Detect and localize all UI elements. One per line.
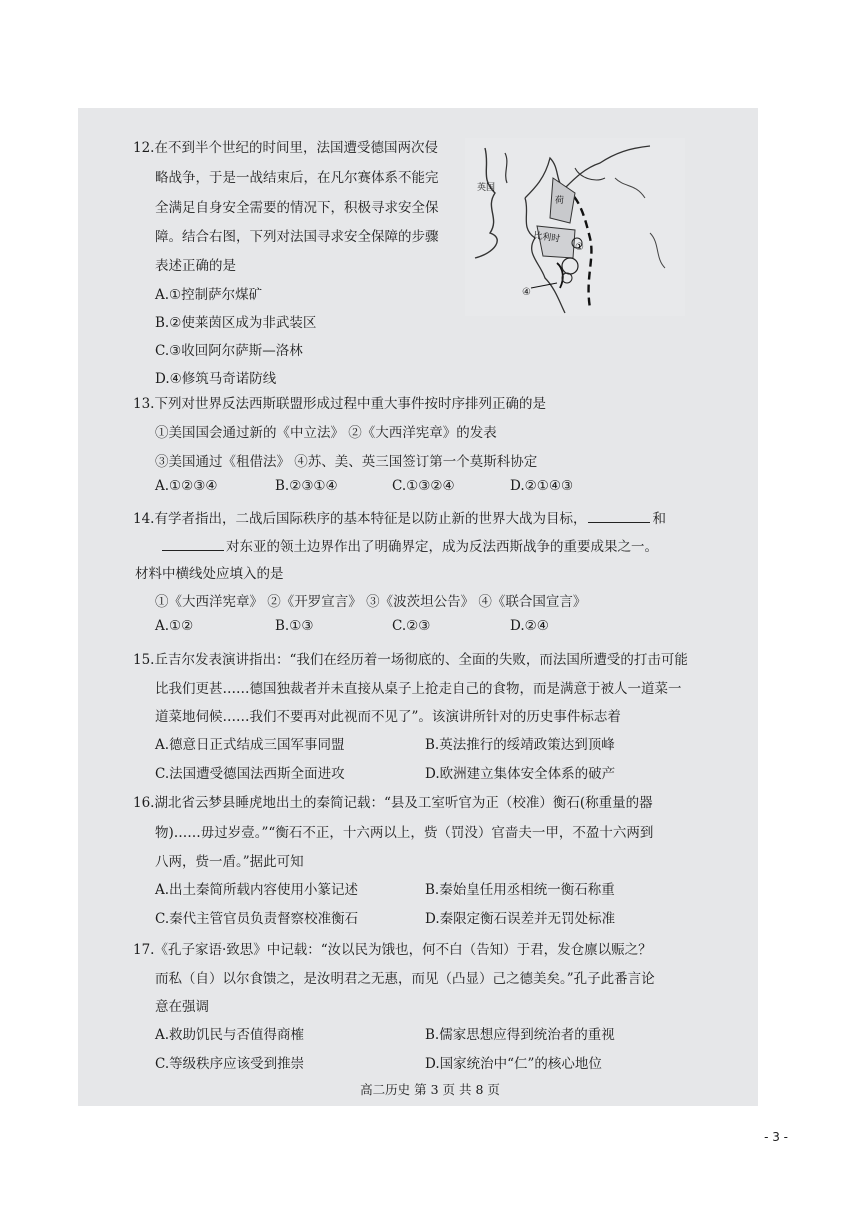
q13-option-d: D.②①④③ — [510, 478, 574, 494]
q15-option-b: B.英法推行的绥靖政策达到顶峰 — [425, 737, 615, 753]
map-label-belgium: 比利时 — [532, 231, 561, 245]
q12-option-d: D.④修筑马奇诺防线 — [155, 371, 277, 387]
q14-line-1-text: 14.有学者指出，二战后国际秩序的基本特征是以防止新的世界大战为目标， — [133, 511, 587, 527]
q12-line-3: 全满足自身安全需要的情况下，积极寻求安全保 — [155, 200, 439, 216]
q16-option-b: B.秦始皇任用丞相统一衡石称重 — [425, 882, 615, 898]
q17-option-c: C.等级秩序应该受到推崇 — [155, 1056, 305, 1072]
q16-line-1: 16.湖北省云梦县睡虎地出土的秦简记载：“县及工室听官为正（校准）衡石(称重量的器 — [133, 795, 653, 811]
q13-option-a: A.①②③④ — [155, 478, 218, 494]
map-marker-1: ① — [575, 242, 584, 253]
q17-option-a: A.救助饥民与否值得商榷 — [155, 1027, 305, 1043]
q17-option-b: B.儒家思想应得到统治者的重视 — [425, 1027, 615, 1043]
q12-option-a: A.①控制萨尔煤矿 — [155, 287, 263, 303]
q14-option-a: A.①② — [155, 618, 194, 634]
q15-option-c: C.法国遭受德国法西斯全面进攻 — [155, 766, 345, 782]
page-footer: 高二历史 第 3 页 共 8 页 — [360, 1082, 500, 1097]
q12-line-1: 12.在不到半个世纪的时间里，法国遭受德国两次侵 — [133, 140, 438, 156]
q14-blank-2 — [162, 536, 224, 551]
q15-option-d: D.欧洲建立集体安全体系的破产 — [425, 766, 616, 782]
map-marker-4: ④ — [522, 287, 531, 298]
q14-line-2-text: 对东亚的领土边界作出了明确界定，成为反法西斯战争的重要成果之一。 — [226, 539, 658, 555]
q16-line-3: 八两，赀一盾。”据此可知 — [155, 854, 304, 870]
q15-option-a: A.德意日正式结成三国军事同盟 — [155, 737, 345, 753]
q17-option-d: D.国家统治中“仁”的核心地位 — [425, 1056, 602, 1072]
q14-option-d: D.②④ — [510, 618, 549, 634]
q13-option-c: C.①③②④ — [392, 478, 455, 494]
q13-line-1: 13.下列对世界反法西斯联盟形成过程中重大事件按时序排列正确的是 — [133, 396, 546, 412]
q14-option-c: C.②③ — [392, 618, 431, 634]
q16-option-c: C.秦代主管官员负责督察校准衡石 — [155, 911, 359, 927]
q14-line-1-and: 和 — [652, 511, 666, 527]
q15-line-3: 道菜地伺候……我们不要再对此视而不见了”。该演讲所针对的历史事件标志着 — [155, 709, 621, 725]
q12-option-b: B.②使莱茵区成为非武装区 — [155, 315, 317, 331]
q17-line-3: 意在强调 — [155, 999, 209, 1015]
q16-option-a: A.出土秦简所载内容使用小篆记述 — [155, 882, 359, 898]
q14-choices: ①《大西洋宪章》 ②《开罗宣言》 ③《波茨坦公告》 ④《联合国宣言》 — [155, 594, 587, 610]
q16-option-d: D.秦限定衡石误差并无罚处标准 — [425, 911, 616, 927]
q13-line-2: ①美国国会通过新的《中立法》 ②《大西洋宪章》的发表 — [155, 425, 497, 441]
page-number: - 3 - — [764, 1130, 788, 1144]
map-label-holland: 荷 — [555, 196, 565, 206]
q14-line-1 — [133, 507, 666, 527]
q12-line-2: 略战争，于是一战结束后，在凡尔赛体系不能完 — [155, 170, 439, 186]
q13-option-b: B.②③①④ — [275, 478, 338, 494]
q14-line-3: 材料中横线处应填入的是 — [135, 566, 284, 582]
q14-option-b: B.①③ — [275, 618, 314, 634]
q14-blank-1 — [588, 508, 650, 523]
q13-line-3: ③美国通过《租借法》 ④苏、美、英三国签订第一个莫斯科协定 — [155, 454, 538, 470]
q17-line-1: 17.《孔子家语·致思》中记载：“汝以民为饿也，何不白（告知）于君，发仓廪以赈之？ — [133, 942, 652, 958]
q12-line-4: 障。结合右图，下列对法国寻求安全保障的步骤 — [155, 229, 439, 245]
q14-line-2 — [160, 535, 658, 555]
q17-line-2: 而私（自）以尔食馈之，是汝明君之无惠，而见（凸显）己之德美矣。”孔子此番言论 — [155, 971, 655, 987]
q16-line-2: 物)……毋过岁壹。”“衡石不正，十六两以上，赀（罚没）官啬夫一甲，不盈十六两到 — [155, 825, 654, 841]
q12-line-5: 表述正确的是 — [155, 258, 236, 274]
europe-map — [465, 138, 685, 316]
q15-line-1: 15.丘吉尔发表演讲指出：“我们在经历着一场彻底的、全面的失败，而法国所遭受的打击可能 — [133, 652, 688, 668]
q12-option-c: C.③收回阿尔萨斯—洛林 — [155, 343, 303, 359]
q15-line-2: 比我们更甚……德国独裁者并未直接从桌子上抢走自己的食物，而是满意于被人一道菜一 — [155, 681, 682, 697]
map-label-england: 英国 — [477, 183, 496, 193]
